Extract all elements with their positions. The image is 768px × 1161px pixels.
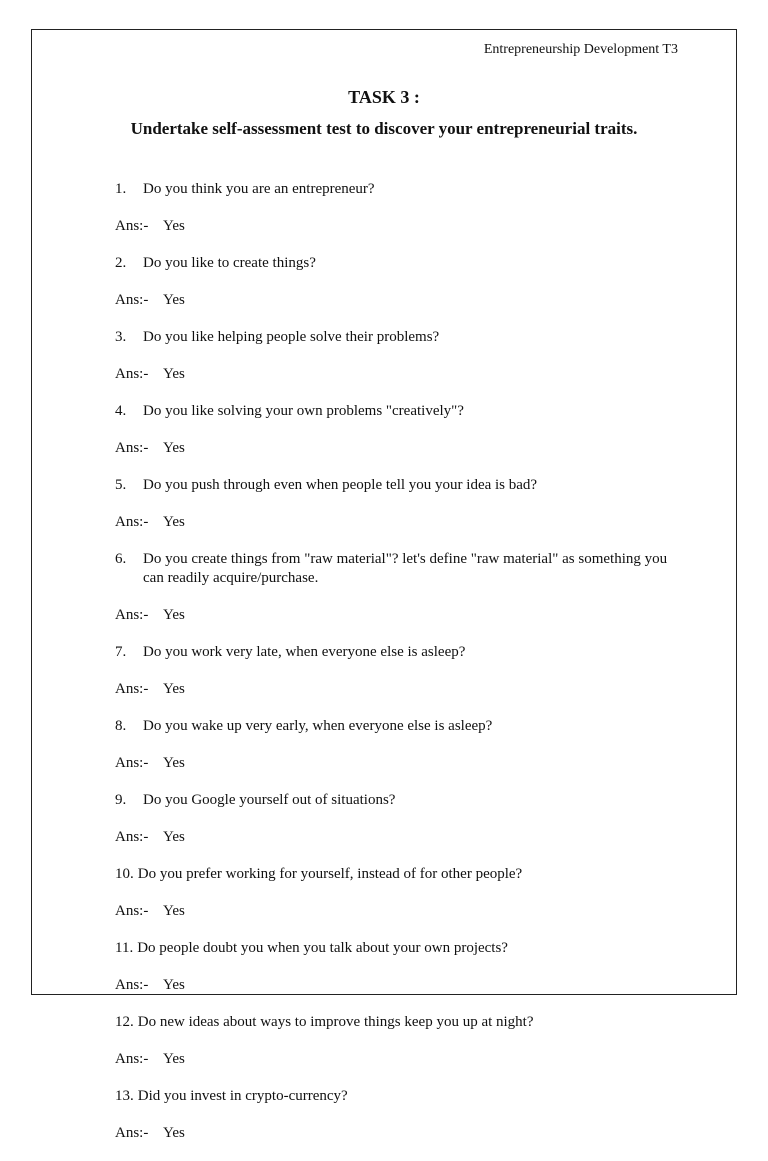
question-number: 12. — [115, 1014, 134, 1030]
question-text: Do you wake up very early, when everyone else is asleep? — [143, 718, 493, 734]
answer-label: Ans:- — [115, 1125, 149, 1141]
answer-value: Yes — [163, 903, 185, 919]
question-text: Do people doubt you when you talk about your own projects? — [137, 940, 508, 956]
question-item — [115, 550, 675, 625]
question-number: 4. — [115, 403, 127, 419]
question-text: Do you create things from "raw material"? let's define "raw material" as something you can readily acquire/purchase. — [143, 551, 668, 586]
answer-label: Ans:- — [115, 292, 149, 308]
answer-label: Ans:- — [115, 218, 149, 234]
answer-label: Ans:- — [115, 607, 149, 623]
answer-label: Ans:- — [115, 366, 149, 382]
answer-label: Ans:- — [115, 755, 149, 771]
question-number: 3. — [115, 329, 127, 345]
question-text: Do you like solving your own problems "creatively"? — [143, 403, 464, 419]
question-item — [115, 865, 675, 921]
question-item — [115, 1013, 675, 1069]
answer-label: Ans:- — [115, 977, 149, 993]
answer-value: Yes — [163, 977, 185, 993]
question-item — [115, 328, 675, 384]
question-number: 8. — [115, 718, 127, 734]
answer-value: Yes — [163, 366, 185, 382]
question-number: 6. — [115, 551, 127, 567]
question-text: Do you Google yourself out of situations? — [143, 792, 396, 808]
question-number: 13. — [115, 1088, 134, 1104]
answer-value: Yes — [163, 829, 185, 845]
question-item — [115, 254, 675, 310]
question-text: Do you prefer working for yourself, instead of for other people? — [137, 866, 523, 882]
answer-value: Yes — [163, 514, 185, 530]
answer-value: Yes — [163, 1125, 185, 1141]
answer-value: Yes — [163, 755, 185, 771]
task-title: TASK 3 : — [348, 87, 420, 107]
question-text: Do you like helping people solve their problems? — [143, 329, 440, 345]
answer-value: Yes — [163, 218, 185, 234]
question-text: Do you think you are an entrepreneur? — [143, 181, 375, 197]
question-text: Do new ideas about ways to improve things keep you up at night? — [137, 1014, 534, 1030]
answer-label: Ans:- — [115, 514, 149, 530]
question-number: 9. — [115, 792, 127, 808]
question-number: 5. — [115, 477, 127, 493]
answer-value: Yes — [163, 607, 185, 623]
question-text: Do you like to create things? — [143, 255, 316, 271]
answer-label: Ans:- — [115, 440, 149, 456]
question-text: Did you invest in crypto-currency? — [137, 1088, 348, 1104]
question-item — [115, 791, 675, 847]
answer-value: Yes — [163, 292, 185, 308]
question-number: 2. — [115, 255, 127, 271]
page-header: Entrepreneurship Development T3 — [483, 42, 678, 57]
question-item — [115, 180, 675, 236]
question-item — [115, 643, 675, 699]
answer-label: Ans:- — [115, 1051, 149, 1067]
question-number: 11. — [115, 940, 134, 956]
question-number: 7. — [115, 644, 127, 660]
question-text: Do you work very late, when everyone else is asleep? — [143, 644, 466, 660]
answer-value: Yes — [163, 1051, 185, 1067]
question-list — [115, 180, 675, 1161]
answer-label: Ans:- — [115, 903, 149, 919]
question-text: Do you push through even when people tell you your idea is bad? — [143, 477, 538, 493]
question-item — [115, 1087, 675, 1143]
question-item — [115, 939, 675, 995]
question-item — [115, 717, 675, 773]
answer-label: Ans:- — [115, 829, 149, 845]
question-item — [115, 476, 675, 532]
question-item — [115, 402, 675, 458]
answer-label: Ans:- — [115, 681, 149, 697]
question-number: 10. — [115, 866, 134, 882]
answer-value: Yes — [163, 440, 185, 456]
answer-value: Yes — [163, 681, 185, 697]
task-subtitle: Undertake self-assessment test to discover your entrepreneurial traits. — [130, 119, 638, 138]
question-number: 1. — [115, 181, 127, 197]
